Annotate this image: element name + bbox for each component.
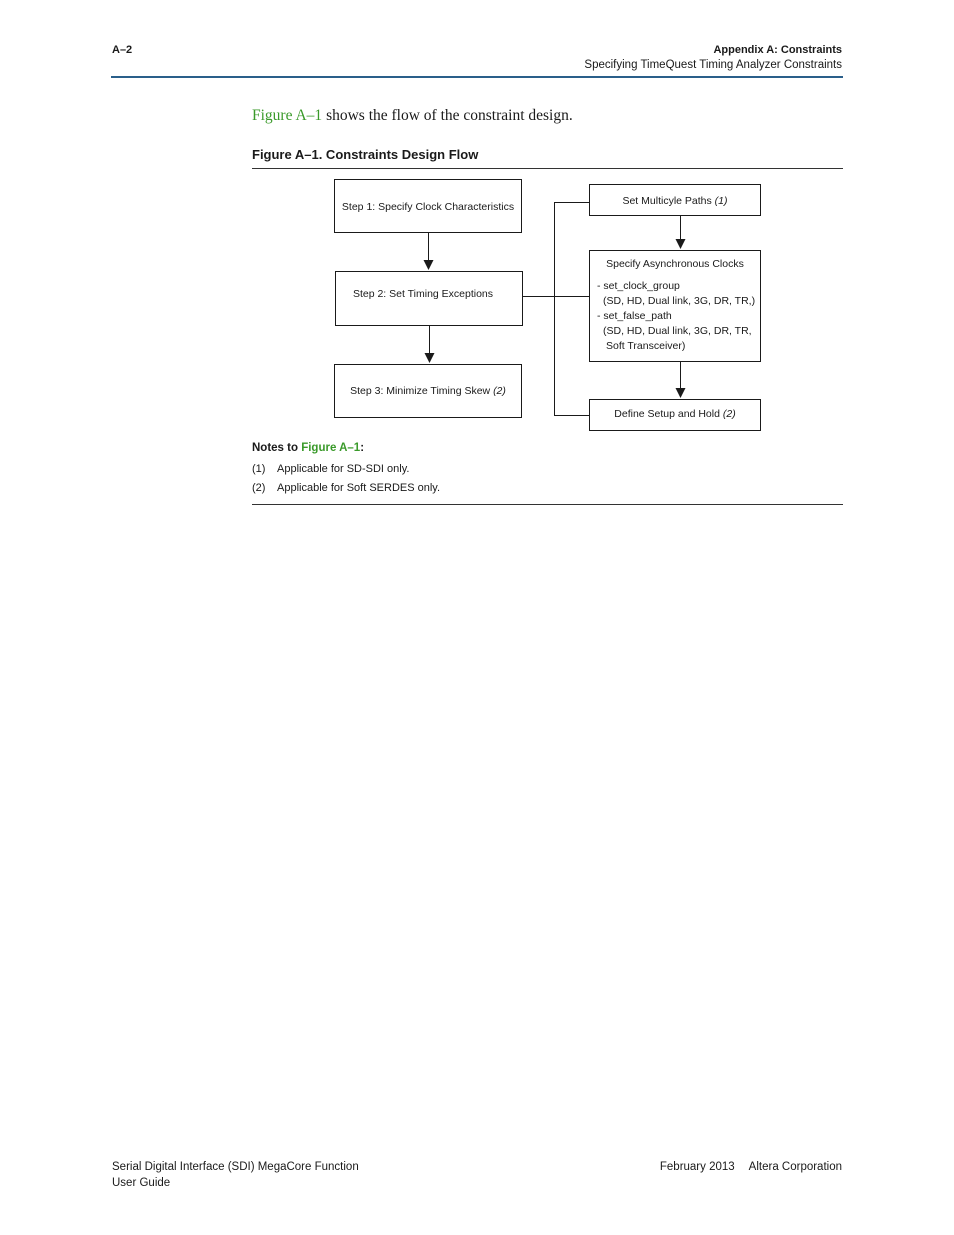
async-line5: Soft Transceiver) — [606, 340, 686, 352]
note-item: (2) Applicable for Soft SERDES only. — [252, 482, 441, 494]
footer-date-company — [660, 1161, 842, 1173]
step3-label: Step 3: Minimize Timing Skew (2) — [350, 385, 506, 397]
page-number: A–2 — [112, 44, 133, 56]
constraints-flow-diagram — [0, 0, 954, 440]
figure-bottom-rule — [252, 504, 843, 505]
intro-text: shows the flow of the constraint design. — [322, 107, 573, 124]
notes-figure-link[interactable]: Figure A–1 — [301, 442, 361, 454]
section-title: Specifying TimeQuest Timing Analyzer Constraints — [584, 59, 842, 71]
async-line1: - set_clock_group — [597, 280, 680, 292]
bracket-connector — [555, 203, 590, 416]
async-line4: (SD, HD, Dual link, 3G, DR, TR, — [603, 325, 752, 337]
multicycle-label: Set Multicyle Paths (1) — [622, 195, 728, 207]
async-line2: (SD, HD, Dual link, 3G, DR, TR,) — [603, 295, 756, 307]
footer-doc-subtitle: User Guide — [112, 1177, 171, 1189]
step2-label: Step 2: Set Timing Exceptions — [352, 288, 494, 300]
step1-label: Step 1: Specify Clock Characteristics — [341, 201, 515, 213]
figure-title: Figure A–1. Constraints Design Flow — [252, 147, 479, 162]
async-line3: - set_false_path — [597, 310, 672, 322]
setup-hold-label: Define Setup and Hold (2) — [614, 408, 736, 420]
footer-date: February 2013 — [659, 1161, 735, 1173]
footer-doc-title: Serial Digital Interface (SDI) MegaCore Function — [112, 1161, 359, 1173]
note-item: (1) Applicable for SD-SDI only. — [252, 463, 410, 475]
figure-link[interactable]: Figure A–1 — [252, 107, 323, 124]
notes-heading: Notes to Figure A–1: — [252, 442, 365, 454]
async-title: Specify Asynchronous Clocks — [606, 258, 744, 270]
chapter-title: Appendix A: Constraints — [713, 44, 842, 56]
footer-company: Altera Corporation — [748, 1161, 842, 1173]
